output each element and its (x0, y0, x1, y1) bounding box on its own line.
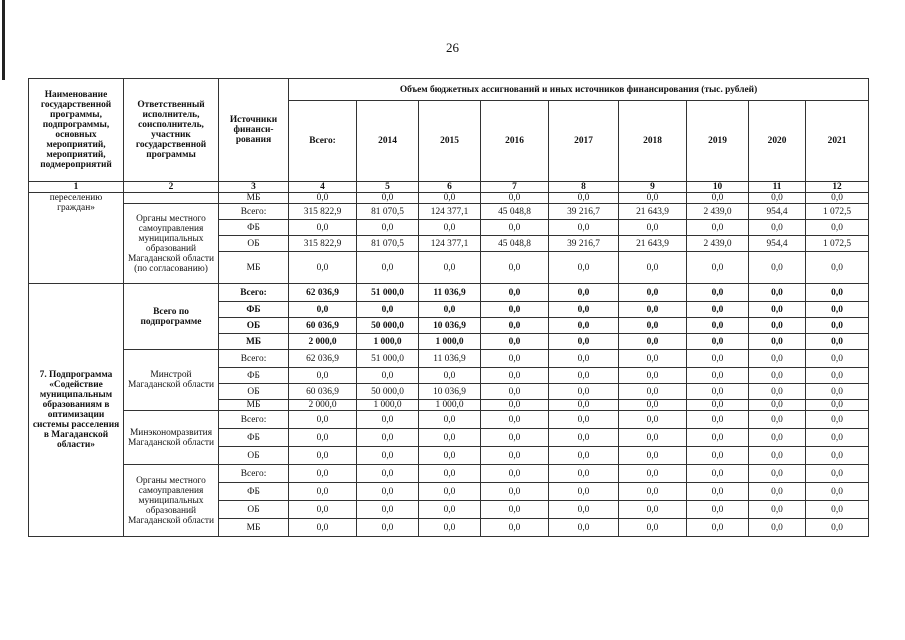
value-cell: 81 070,5 (357, 236, 419, 252)
table-header (29, 79, 869, 193)
value-cell: 0,0 (481, 368, 549, 384)
source-cell: МБ (219, 519, 289, 537)
value-cell: 0,0 (687, 193, 749, 204)
value-cell: 0,0 (549, 193, 619, 204)
value-cell: 51 000,0 (357, 284, 419, 302)
empty-cell (124, 193, 219, 204)
value-cell: 0,0 (749, 284, 806, 302)
value-cell: 0,0 (619, 429, 687, 447)
value-cell: 0,0 (549, 411, 619, 429)
value-cell: 0,0 (749, 501, 806, 519)
value-cell: 0,0 (619, 368, 687, 384)
value-cell: 0,0 (289, 302, 357, 318)
value-cell: 62 036,9 (289, 284, 357, 302)
header-year: 2018 (619, 101, 687, 182)
value-cell: 0,0 (481, 429, 549, 447)
value-cell: 0,0 (549, 252, 619, 284)
value-cell: 0,0 (549, 429, 619, 447)
value-cell: 21 643,9 (619, 236, 687, 252)
source-cell: Всего: (219, 465, 289, 483)
page-number: 26 (446, 40, 459, 55)
value-cell: 0,0 (806, 193, 869, 204)
value-cell: 0,0 (806, 465, 869, 483)
source-cell: Всего: (219, 411, 289, 429)
column-number: 7 (481, 182, 549, 193)
value-cell: 954,4 (749, 236, 806, 252)
source-cell: ФБ (219, 302, 289, 318)
value-cell: 2 439,0 (687, 236, 749, 252)
value-cell: 0,0 (806, 411, 869, 429)
responsible-cell: Органы местного самоуправления муниципальных образований Магаданской области (124, 465, 219, 537)
value-cell: 0,0 (687, 400, 749, 411)
responsible-cell: Минэкономразвития Магаданской области (124, 411, 219, 465)
column-number: 2 (124, 182, 219, 193)
source-cell: ФБ (219, 220, 289, 236)
value-cell: 0,0 (481, 318, 549, 334)
value-cell: 0,0 (619, 318, 687, 334)
value-cell: 0,0 (549, 318, 619, 334)
value-cell: 0,0 (549, 220, 619, 236)
value-cell: 0,0 (289, 519, 357, 537)
value-cell: 0,0 (749, 384, 806, 400)
table-row (29, 284, 869, 302)
value-cell: 60 036,9 (289, 318, 357, 334)
value-cell: 21 643,9 (619, 204, 687, 220)
header-responsible: Ответственный исполнитель, соисполнитель, участник государственной программы (124, 79, 219, 182)
value-cell: 62 036,9 (289, 350, 357, 368)
value-cell: 1 000,0 (419, 400, 481, 411)
value-cell: 0,0 (687, 447, 749, 465)
value-cell: 0,0 (806, 284, 869, 302)
value-cell: 1 072,5 (806, 204, 869, 220)
value-cell: 0,0 (289, 501, 357, 519)
value-cell: 0,0 (806, 483, 869, 501)
value-cell: 0,0 (419, 501, 481, 519)
value-cell: 0,0 (749, 519, 806, 537)
value-cell: 0,0 (357, 252, 419, 284)
value-cell: 0,0 (749, 411, 806, 429)
value-cell: 0,0 (419, 193, 481, 204)
source-cell: Всего: (219, 284, 289, 302)
value-cell: 0,0 (806, 368, 869, 384)
value-cell: 0,0 (619, 411, 687, 429)
budget-table (28, 78, 869, 537)
source-cell: Всего: (219, 204, 289, 220)
value-cell: 0,0 (749, 483, 806, 501)
value-cell: 0,0 (687, 368, 749, 384)
value-cell: 0,0 (549, 368, 619, 384)
value-cell: 315 822,9 (289, 236, 357, 252)
subprogram-name: 7. Подпрограмма «Содействие муниципальным образованиям в оптимизации системы расселения в Магаданской области» (29, 284, 124, 537)
value-cell: 0,0 (549, 501, 619, 519)
value-cell: 0,0 (687, 220, 749, 236)
value-cell: 11 036,9 (419, 350, 481, 368)
value-cell: 0,0 (806, 519, 869, 537)
value-cell: 954,4 (749, 204, 806, 220)
header-year: 2017 (549, 101, 619, 182)
value-cell: 0,0 (481, 334, 549, 350)
value-cell: 0,0 (749, 302, 806, 318)
value-cell: 0,0 (619, 284, 687, 302)
value-cell: 0,0 (549, 302, 619, 318)
value-cell: 0,0 (481, 447, 549, 465)
value-cell: 10 036,9 (419, 318, 481, 334)
value-cell: 0,0 (549, 519, 619, 537)
value-cell: 0,0 (687, 465, 749, 483)
value-cell: 0,0 (687, 483, 749, 501)
value-cell: 39 216,7 (549, 236, 619, 252)
value-cell: 0,0 (749, 368, 806, 384)
value-cell: 0,0 (357, 519, 419, 537)
source-cell: ФБ (219, 483, 289, 501)
value-cell: 0,0 (481, 465, 549, 483)
value-cell: 0,0 (549, 384, 619, 400)
value-cell: 50 000,0 (357, 318, 419, 334)
value-cell: 0,0 (289, 447, 357, 465)
value-cell: 0,0 (481, 193, 549, 204)
value-cell: 0,0 (289, 483, 357, 501)
value-cell: 0,0 (619, 252, 687, 284)
value-cell: 0,0 (357, 501, 419, 519)
value-cell: 0,0 (806, 429, 869, 447)
value-cell: 0,0 (806, 252, 869, 284)
responsible-cell: Органы местного самоуправления муниципальных образований Магаданской области (по согласованию) (124, 204, 219, 284)
value-cell: 0,0 (687, 334, 749, 350)
value-cell: 0,0 (289, 252, 357, 284)
value-cell: 0,0 (806, 318, 869, 334)
value-cell: 0,0 (619, 447, 687, 465)
value-cell: 0,0 (357, 483, 419, 501)
source-cell: ОБ (219, 447, 289, 465)
header-year: 2015 (419, 101, 481, 182)
value-cell: 1 000,0 (419, 334, 481, 350)
source-cell: ФБ (219, 368, 289, 384)
header-sources: Источники финанси-рования (219, 79, 289, 182)
header-year: 2016 (481, 101, 549, 182)
value-cell: 0,0 (419, 411, 481, 429)
column-numbers-row (29, 182, 869, 193)
value-cell: 0,0 (806, 384, 869, 400)
value-cell: 0,0 (619, 193, 687, 204)
source-cell: ОБ (219, 318, 289, 334)
value-cell: 315 822,9 (289, 204, 357, 220)
value-cell: 0,0 (289, 193, 357, 204)
table-row (29, 411, 869, 429)
header-year: 2020 (749, 101, 806, 182)
value-cell: 0,0 (419, 429, 481, 447)
value-cell: 1 072,5 (806, 236, 869, 252)
header-year: 2019 (687, 101, 749, 182)
value-cell: 10 036,9 (419, 384, 481, 400)
value-cell: 0,0 (806, 220, 869, 236)
value-cell: 0,0 (481, 302, 549, 318)
value-cell: 0,0 (749, 252, 806, 284)
column-number: 5 (357, 182, 419, 193)
value-cell: 51 000,0 (357, 350, 419, 368)
value-cell: 0,0 (289, 465, 357, 483)
value-cell: 0,0 (357, 302, 419, 318)
value-cell: 0,0 (419, 483, 481, 501)
value-cell: 0,0 (749, 318, 806, 334)
value-cell: 0,0 (289, 429, 357, 447)
value-cell: 124 377,1 (419, 204, 481, 220)
value-cell: 0,0 (619, 350, 687, 368)
value-cell: 0,0 (357, 220, 419, 236)
value-cell: 0,0 (806, 400, 869, 411)
value-cell: 0,0 (549, 483, 619, 501)
source-cell: МБ (219, 252, 289, 284)
value-cell: 0,0 (419, 220, 481, 236)
value-cell: 0,0 (687, 252, 749, 284)
responsible-cell: Всего по подпрограмме (124, 284, 219, 350)
value-cell: 0,0 (749, 350, 806, 368)
value-cell: 0,0 (806, 350, 869, 368)
value-cell: 0,0 (357, 411, 419, 429)
source-cell: ФБ (219, 429, 289, 447)
value-cell: 0,0 (357, 429, 419, 447)
value-cell: 0,0 (749, 334, 806, 350)
column-number: 10 (687, 182, 749, 193)
value-cell: 0,0 (481, 400, 549, 411)
table-row (29, 204, 869, 220)
value-cell: 0,0 (687, 302, 749, 318)
value-cell: 0,0 (619, 220, 687, 236)
header-name: Наименование государственной программы, подпрограммы, основных мероприятий, мероприятий, подмероприятий (29, 79, 124, 182)
value-cell: 0,0 (481, 384, 549, 400)
value-cell: 0,0 (687, 384, 749, 400)
table-row (29, 465, 869, 483)
value-cell: 0,0 (549, 447, 619, 465)
value-cell: 0,0 (619, 483, 687, 501)
header-total: Всего: (289, 101, 357, 182)
value-cell: 124 377,1 (419, 236, 481, 252)
value-cell: 0,0 (687, 411, 749, 429)
value-cell: 0,0 (749, 220, 806, 236)
value-cell: 0,0 (687, 318, 749, 334)
value-cell: 60 036,9 (289, 384, 357, 400)
value-cell: 0,0 (749, 400, 806, 411)
source-cell: ОБ (219, 501, 289, 519)
value-cell: 0,0 (806, 501, 869, 519)
value-cell: 0,0 (289, 411, 357, 429)
value-cell: 0,0 (419, 465, 481, 483)
source-cell: МБ (219, 193, 289, 204)
value-cell: 39 216,7 (549, 204, 619, 220)
value-cell: 0,0 (481, 252, 549, 284)
header-year: 2021 (806, 101, 869, 182)
value-cell: 0,0 (749, 447, 806, 465)
value-cell: 0,0 (357, 368, 419, 384)
value-cell: 0,0 (806, 447, 869, 465)
value-cell: 0,0 (481, 519, 549, 537)
value-cell: 50 000,0 (357, 384, 419, 400)
value-cell: 0,0 (481, 501, 549, 519)
value-cell: 0,0 (619, 302, 687, 318)
value-cell: 0,0 (357, 193, 419, 204)
value-cell: 0,0 (549, 284, 619, 302)
column-number: 8 (549, 182, 619, 193)
value-cell: 0,0 (419, 252, 481, 284)
value-cell: 0,0 (419, 368, 481, 384)
value-cell: 0,0 (619, 501, 687, 519)
value-cell: 0,0 (549, 350, 619, 368)
value-cell: 0,0 (687, 284, 749, 302)
value-cell: 0,0 (687, 501, 749, 519)
value-cell: 0,0 (749, 193, 806, 204)
value-cell: 0,0 (357, 465, 419, 483)
column-number: 1 (29, 182, 124, 193)
value-cell: 81 070,5 (357, 204, 419, 220)
value-cell: 0,0 (549, 334, 619, 350)
header-volume: Объем бюджетных ассигнований и иных источников финансирования (тыс. рублей) (289, 79, 869, 101)
value-cell: 45 048,8 (481, 204, 549, 220)
value-cell: 1 000,0 (357, 400, 419, 411)
value-cell: 0,0 (481, 483, 549, 501)
column-number: 12 (806, 182, 869, 193)
column-number: 4 (289, 182, 357, 193)
value-cell: 0,0 (549, 400, 619, 411)
value-cell: 0,0 (419, 302, 481, 318)
value-cell: 0,0 (419, 519, 481, 537)
column-number: 6 (419, 182, 481, 193)
value-cell: 0,0 (619, 334, 687, 350)
value-cell: 0,0 (687, 519, 749, 537)
column-number: 11 (749, 182, 806, 193)
value-cell: 0,0 (289, 220, 357, 236)
source-cell: Всего: (219, 350, 289, 368)
source-cell: МБ (219, 400, 289, 411)
header-year: 2014 (357, 101, 419, 182)
value-cell: 0,0 (419, 447, 481, 465)
value-cell: 2 439,0 (687, 204, 749, 220)
value-cell: 2 000,0 (289, 400, 357, 411)
value-cell: 2 000,0 (289, 334, 357, 350)
value-cell: 0,0 (357, 447, 419, 465)
value-cell: 0,0 (619, 465, 687, 483)
value-cell: 0,0 (687, 350, 749, 368)
value-cell: 0,0 (806, 334, 869, 350)
table-row (29, 350, 869, 368)
continued-program-name: переселению граждан» (29, 193, 124, 284)
value-cell: 0,0 (749, 465, 806, 483)
value-cell: 1 000,0 (357, 334, 419, 350)
column-number: 3 (219, 182, 289, 193)
value-cell: 0,0 (481, 350, 549, 368)
source-cell: МБ (219, 334, 289, 350)
value-cell: 0,0 (687, 429, 749, 447)
value-cell: 0,0 (481, 220, 549, 236)
value-cell: 0,0 (619, 384, 687, 400)
source-cell: ОБ (219, 236, 289, 252)
value-cell: 11 036,9 (419, 284, 481, 302)
table-body (29, 193, 869, 537)
value-cell: 45 048,8 (481, 236, 549, 252)
table-row (29, 193, 869, 204)
column-number: 9 (619, 182, 687, 193)
source-cell: ОБ (219, 384, 289, 400)
responsible-cell: Минстрой Магаданской области (124, 350, 219, 411)
value-cell: 0,0 (289, 368, 357, 384)
value-cell: 0,0 (619, 400, 687, 411)
value-cell: 0,0 (806, 302, 869, 318)
value-cell: 0,0 (481, 411, 549, 429)
value-cell: 0,0 (749, 429, 806, 447)
value-cell: 0,0 (481, 284, 549, 302)
value-cell: 0,0 (549, 465, 619, 483)
value-cell: 0,0 (619, 519, 687, 537)
